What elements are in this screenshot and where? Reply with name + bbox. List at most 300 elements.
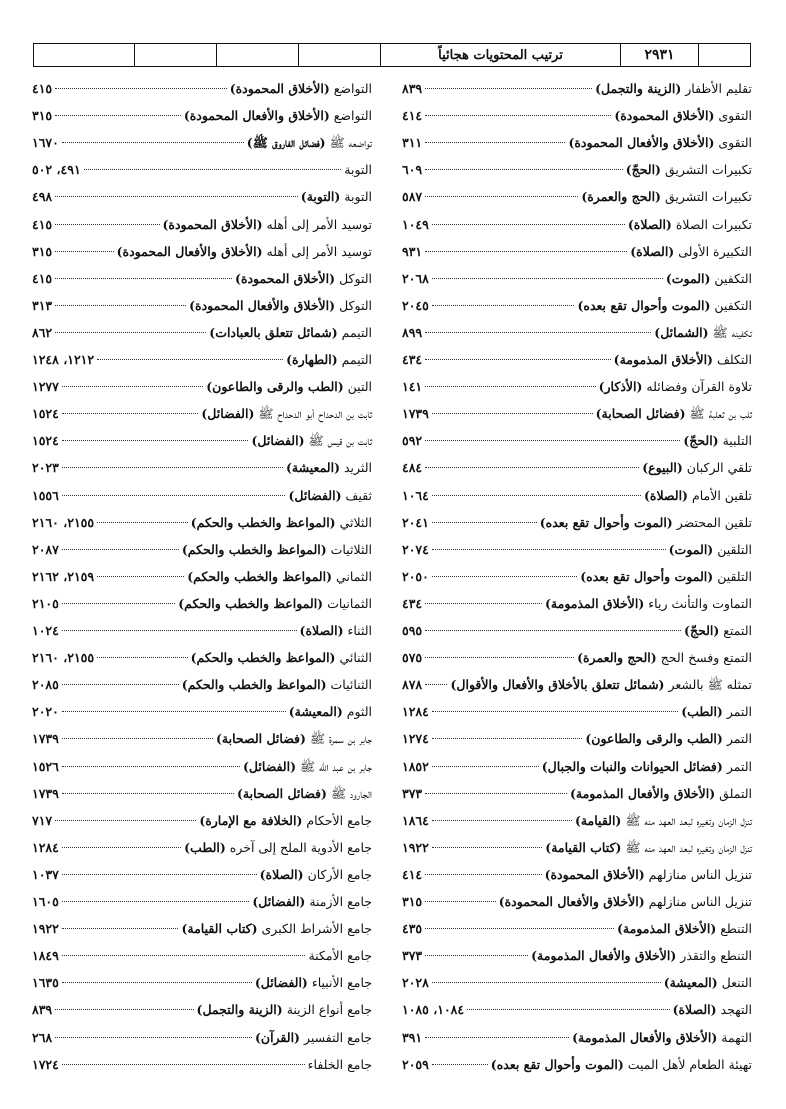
entry-term [344,159,372,181]
index-entry [402,999,752,1021]
index-entry [32,132,372,154]
entry-topic: التكلف [716,352,752,367]
entry-page-number: ١٧٣٩ [32,785,59,801]
entry-page-number: ٤١٥ [32,270,53,286]
entry-page-number: ١٢٧٤ [402,731,429,747]
entry-page-number: ٢٠٢٠ [32,704,59,720]
entry-topic: الثنائي [339,650,372,666]
entry-topic: تنزيل الناس منازلهم [648,866,752,882]
entry-term [614,105,752,127]
entry-category: (الأخلاق المحمودة) [229,81,330,96]
entry-page-number: ١٥٢٤ [32,406,59,422]
entry-topic: التيمم [341,352,372,367]
entry-category: (المعيشة) [288,704,343,720]
entry-category: (الصلاة) [644,487,688,503]
entry-page-number: ٣١٥ [32,243,53,259]
entry-term [628,214,752,236]
entry-topic: جامع التفسير [303,1029,372,1045]
index-entry [402,864,752,886]
index-entry [402,322,752,344]
entry-topic: الجارود ﷺ [330,785,372,801]
index-entry [32,159,372,181]
dot-leader [425,440,680,441]
entry-term [184,105,372,127]
entry-page-number: ١٠٨٤، ١٠٨٥ [402,1002,465,1018]
index-entry [402,512,752,534]
entry-term [301,186,372,208]
entry-category: (الطب) [681,704,723,720]
dot-leader [62,413,198,414]
entry-topic: التماوت والتأنث رياء [648,595,752,611]
entry-term [181,918,372,940]
dot-leader [425,928,614,929]
dot-leader [432,738,583,739]
index-entry [402,349,752,371]
entry-page-number: ١٢٨٤ [32,839,59,855]
dot-leader [425,332,651,333]
entry-topic: التقوى [718,108,752,124]
index-entry [32,349,372,371]
entry-category: (الأخلاق والأفعال المحمودة) [568,135,715,151]
entry-topic: التوكل [339,297,372,313]
dot-leader [62,928,179,929]
entry-page-number: ٣١٥ [32,108,53,124]
entry-page-number: ٢٠٥٠ [402,568,429,584]
entry-page-number: ٢٠٤٥ [402,297,429,313]
entry-page-number: ١٢٨٤ [402,704,429,720]
entry-category: (الأخلاق المحمودة) [235,270,336,286]
index-entry [32,864,372,886]
entry-term [491,1054,752,1076]
entry-page-number: ٤٨٤ [402,460,423,476]
index-entry [32,810,372,832]
entry-term [577,295,752,317]
entry-topic: جامع الأركان [307,866,372,882]
entry-page-number: ١٨٤٩ [32,948,59,964]
index-entry [402,105,752,127]
entry-topic: ثابت بن الدحداح أبو الدحداح ﷺ [258,406,372,422]
dot-leader [425,115,611,116]
index-entry [402,403,752,425]
dot-leader [62,738,213,739]
entry-term [255,972,372,994]
dot-leader [432,1064,488,1065]
index-entry [32,837,372,859]
entry-term [286,457,372,479]
entry-term [243,756,372,778]
entry-category: (المعيشة) [286,460,341,476]
entry-category: (الأخلاق المذمومة) [616,921,717,937]
header-cell-blank [216,44,298,66]
index-entry [32,701,372,723]
entry-category: (القيامة) [574,812,622,828]
entry-term [117,241,372,263]
dot-leader [62,142,244,143]
entry-category: (الموت وأحوال تقع بعده) [577,297,711,313]
entry-category: (الطهارة) [286,352,338,367]
dot-leader [62,386,203,387]
entry-topic: الثماني [336,568,372,584]
entry-topic: التمتع وفسخ الحج [660,650,752,666]
entry-page-number: ٣٩١ [402,1029,423,1045]
entry-term [187,566,372,588]
entry-category: (الفضائل) [288,487,342,503]
dot-leader [432,847,542,848]
entry-page-number: ٤٣٤ [402,352,423,367]
entry-topic: التملق [719,785,752,801]
entry-term [251,430,372,452]
entry-category: (الموت وأحوال تقع بعده) [490,1056,624,1072]
entry-topic: التين [347,379,372,395]
entry-topic: التمتع [723,623,752,638]
entry-page-number: ٢١٥٥، ٢١٦٠ [32,514,95,530]
index-entry [32,376,372,398]
entry-topic: جامع الخلفاء [307,1056,372,1072]
entry-topic: التواضع [333,108,372,124]
index-entry [32,430,372,452]
entry-topic: جامع الأحكام [306,812,372,828]
entry-topic: الثريد [344,460,372,476]
index-entry [402,159,752,181]
entry-topic: التكفين [714,270,752,286]
dot-leader [425,793,567,794]
entry-page-number: ٣١١ [402,135,423,151]
index-entry [32,322,372,344]
index-entry [402,891,752,913]
index-entry [32,891,372,913]
index-entry [402,620,752,642]
entry-category: (الحج والعمرة) [577,650,657,666]
index-entry [32,268,372,290]
index-entry [32,1027,372,1049]
dot-leader [97,576,184,577]
entry-term [684,620,752,642]
dot-leader [55,1009,193,1010]
entry-topic: جابر بن سمرة ﷺ [309,731,372,747]
entry-category: (القرآن) [254,1029,300,1045]
index-entry [32,512,372,534]
entry-page-number: ٢٠٧٤ [402,541,429,557]
dot-leader [425,142,565,143]
entry-topic: التمر [726,704,752,720]
entry-category: (الأخلاق والأفعال المذمومة) [572,1029,718,1045]
index-entry [32,457,372,479]
entry-term [182,539,372,561]
entry-page-number: ١٠٤٩ [402,216,429,232]
entry-topic: التنعل [721,975,752,991]
dot-leader [432,224,625,225]
dot-leader [97,522,188,523]
entry-term [545,864,752,886]
entry-topic: التوبة [344,189,372,205]
dot-leader [62,766,240,767]
entry-term [596,403,752,425]
dot-leader [432,766,539,767]
entry-category: (المعيشة) [663,975,718,991]
entry-page-number: ١٤١ [402,379,423,395]
entry-topic: تكبيرات التشريق [664,162,752,178]
entry-term [247,132,372,154]
entry-topic: التكبيرة الأولى [678,243,752,259]
entry-page-number: ٨٦٢ [32,324,53,340]
entry-category: (الأخلاق والأفعال المحمودة) [183,108,330,124]
entry-term [575,810,752,832]
entry-topic: تلقين المحتضر [676,514,752,530]
dot-leader [425,88,592,89]
entry-page-number: ٢١٥٥، ٢١٦٠ [32,650,95,666]
page-title: ترتيب المحتويات هجائياً [380,44,620,66]
index-entry [32,241,372,263]
entry-page-number: ٤٩٨ [32,189,53,205]
entry-term [178,593,372,615]
dot-leader [62,982,252,983]
dot-leader [84,169,342,170]
index-entry [402,647,752,669]
entry-page-number: ٤١٥ [32,81,53,96]
dot-leader [62,955,306,956]
dot-leader [432,982,661,983]
entry-page-number: ٥٧٥ [402,650,423,666]
dot-leader [97,359,283,360]
entry-topic: توسيد الأمر إلى أهله [266,216,372,232]
dot-leader [55,278,232,279]
entry-topic: تلقين الأمام [691,487,752,503]
header-cell-blank-left [34,44,134,66]
entry-page-number: ٥٩٥ [402,623,423,638]
dot-leader [432,522,537,523]
entry-topic: الثنائيات [330,677,372,693]
entry-page-number: ١٠٣٧ [32,866,59,882]
entry-topic: التوكل [339,270,372,286]
entry-page-number: ٤٩١، ٥٠٢ [32,162,81,178]
entry-page-number: ٧١٧ [32,812,53,828]
entry-page-number: ٣٧٣ [402,785,423,801]
index-entry [402,186,752,208]
dot-leader [432,413,593,414]
header-cell-blank [134,44,216,66]
index-entry [402,728,752,750]
entry-topic: الثناء [347,623,372,638]
index-entry [32,945,372,967]
entry-topic: التمر [726,758,752,774]
entry-category: (كتاب القيامة) [181,921,258,937]
entry-category: (فضائل الصحابة) [216,731,306,747]
dot-leader [467,1009,669,1010]
entry-term [545,837,752,859]
entry-category: (الحجّ) [625,162,661,178]
dot-leader [425,630,681,631]
entry-topic: تنزل الزمان وتغيره لبعد العهد منه ﷺ [625,812,752,828]
index-entry [402,268,752,290]
entry-topic: تكبيرات الصلاة [675,216,752,232]
entry-page-number: ٥٨٧ [402,189,423,205]
entry-term [531,945,752,967]
dot-leader [62,847,181,848]
entry-term [450,674,752,696]
entry-term [216,728,372,750]
entry-page-number: ٤١٤ [402,108,423,124]
index-entry [402,1054,752,1076]
index-entry [32,485,372,507]
entry-term [669,539,752,561]
entry-category: (الصلاة) [627,216,672,232]
entry-term [308,945,372,967]
entry-category: (المواعظ والخطب والحكم) [187,568,333,584]
entry-page-number: ٤١٥ [32,216,53,232]
index-entry [402,376,752,398]
index-entry [402,918,752,940]
index-entry [402,241,752,263]
entry-topic: تكبيرات التشريق [664,189,752,205]
dot-leader [62,549,179,550]
entry-page-number: ١٧٣٩ [402,406,429,422]
dot-leader [425,874,541,875]
entry-page-number: ٢٠٤١ [402,514,429,530]
entry-term [499,891,752,913]
entry-term [209,322,372,344]
entry-page-number: ٢١٠٥ [32,595,59,611]
dot-leader [55,115,181,116]
dot-leader [55,1037,252,1038]
entry-page-number: ١٦٣٥ [32,975,59,991]
index-entry [402,214,752,236]
entry-category: (الأخلاق المحمودة) [614,108,715,124]
entry-term [630,241,752,263]
entry-page-number: ٢٠٢٨ [402,975,429,991]
dot-leader [62,467,283,468]
entry-category: (الزينة والتجمل) [595,81,682,96]
index-entry [402,132,752,154]
entry-category: (الفضائل) [242,758,296,774]
entry-page-number: ٣٧٣ [402,948,423,964]
entry-topic: الثوم [346,704,372,720]
entry-term [206,376,372,398]
entry-term [570,783,752,805]
index-entry [402,783,752,805]
entry-category: (الطب والرقى والطاعون) [206,379,344,395]
entry-category: (كتاب القيامة) [545,839,622,855]
entry-topic: جامع الأنبياء [311,975,372,991]
entry-page-number: ٢١٥٩، ٢١٦٢ [32,568,95,584]
entry-page-number: ١٠٦٤ [402,487,429,503]
entry-topic: التهجد [720,1002,752,1018]
index-entry [402,674,752,696]
entry-category: (الأخلاق والأفعال المذمومة) [531,948,677,964]
entry-page-number: ٢٠٢٣ [32,460,59,476]
entry-page-number: ١٥٢٦ [32,758,59,774]
index-entry [402,539,752,561]
dot-leader [62,793,234,794]
dot-leader [425,901,496,902]
index-entry [32,1054,372,1076]
dot-leader [425,1037,569,1038]
entry-topic: جامع الأزمنة [309,894,372,909]
entry-page-number: ٤١٤ [402,866,423,882]
dot-leader [55,305,186,306]
entry-category: (الصلاة) [630,243,675,259]
entry-term [184,837,372,859]
entry-category: (الفضائل) [201,406,255,422]
entry-category: (الصلاة) [672,1002,717,1018]
index-entry [32,999,372,1021]
entry-term [163,214,373,236]
index-entry [402,701,752,723]
entry-category: (الأذكار) [598,379,643,395]
entry-term [237,783,372,805]
entry-page-number: ٣١٥ [402,894,423,909]
entry-page-number: ١٥٢٤ [32,433,59,449]
entry-category: (شمائل تتعلق بالأخلاق والأفعال والأقوال) [450,677,665,693]
dot-leader [62,603,175,604]
entry-page-number: ١٨٥٢ [402,758,429,774]
entry-topic: التنطع [720,921,752,937]
entry-term [664,972,752,994]
index-entry [32,186,372,208]
entry-category: (المواعظ والخطب والحكم) [190,514,336,530]
dot-leader [55,224,159,225]
entry-category: (التوبة) [300,189,341,205]
entry-term [300,620,372,642]
entry-term [288,485,372,507]
dot-leader [425,359,611,360]
entry-term [191,512,372,534]
dot-leader [432,820,572,821]
index-entry [402,756,752,778]
entry-page-number: ٥٩٢ [402,433,423,449]
index-entry [32,105,372,127]
entry-topic: توسيد الأمر إلى أهله [266,243,372,259]
entry-category: (الفضائل) [251,433,305,449]
entry-page-number: ١٦٠٥ [32,894,59,909]
entry-category: (الأخلاق والأفعال المحمودة) [189,297,336,313]
entry-category: (المواعظ والخطب والحكم) [178,595,324,611]
entry-topic: تكفينه ﷺ [712,324,752,340]
entry-page-number: ٢٠٨٥ [32,677,59,693]
entry-page-number: ٨٣٩ [402,81,423,96]
entry-category: (الأخلاق المذمومة) [613,352,713,367]
dot-leader [62,630,297,631]
dot-leader [425,657,574,658]
dot-leader [425,467,639,468]
entry-page-number: ٦٠٩ [402,162,423,178]
dot-leader [425,684,447,685]
index-entry [402,457,752,479]
entry-category: (شمائل تتعلق بالعبادات) [209,324,338,340]
entry-term [235,268,372,290]
dot-leader [55,251,113,252]
index-entry [32,566,372,588]
entry-category: (فضائل الصحابة) [595,406,686,422]
entry-topic: تهيئة الطعام لأهل الميت [627,1056,752,1072]
entry-topic: تنزل الزمان وتغيره لبعد العهد منه ﷺ [625,839,752,855]
entry-term [614,349,752,371]
entry-topic: الثلاثي [339,514,372,530]
entry-page-number: ١٨٦٤ [402,812,429,828]
entry-category: (الموت وأحوال تقع بعده) [580,568,714,584]
dot-leader [62,684,179,685]
index-entry [32,295,372,317]
dot-leader [432,549,666,550]
entry-topic: جامع أنواع الزينة [286,1002,372,1018]
index-entry [402,593,752,615]
entry-term [230,78,372,100]
entry-category: (الطب والرقى والطاعون) [585,731,723,747]
entry-term [673,999,752,1021]
entry-term [286,349,372,371]
entry-category: (الأخلاق والأفعال المحمودة) [498,894,645,909]
entry-page-number: ١٢١٢، ١٢٤٨ [32,352,95,367]
dot-leader [55,820,196,821]
